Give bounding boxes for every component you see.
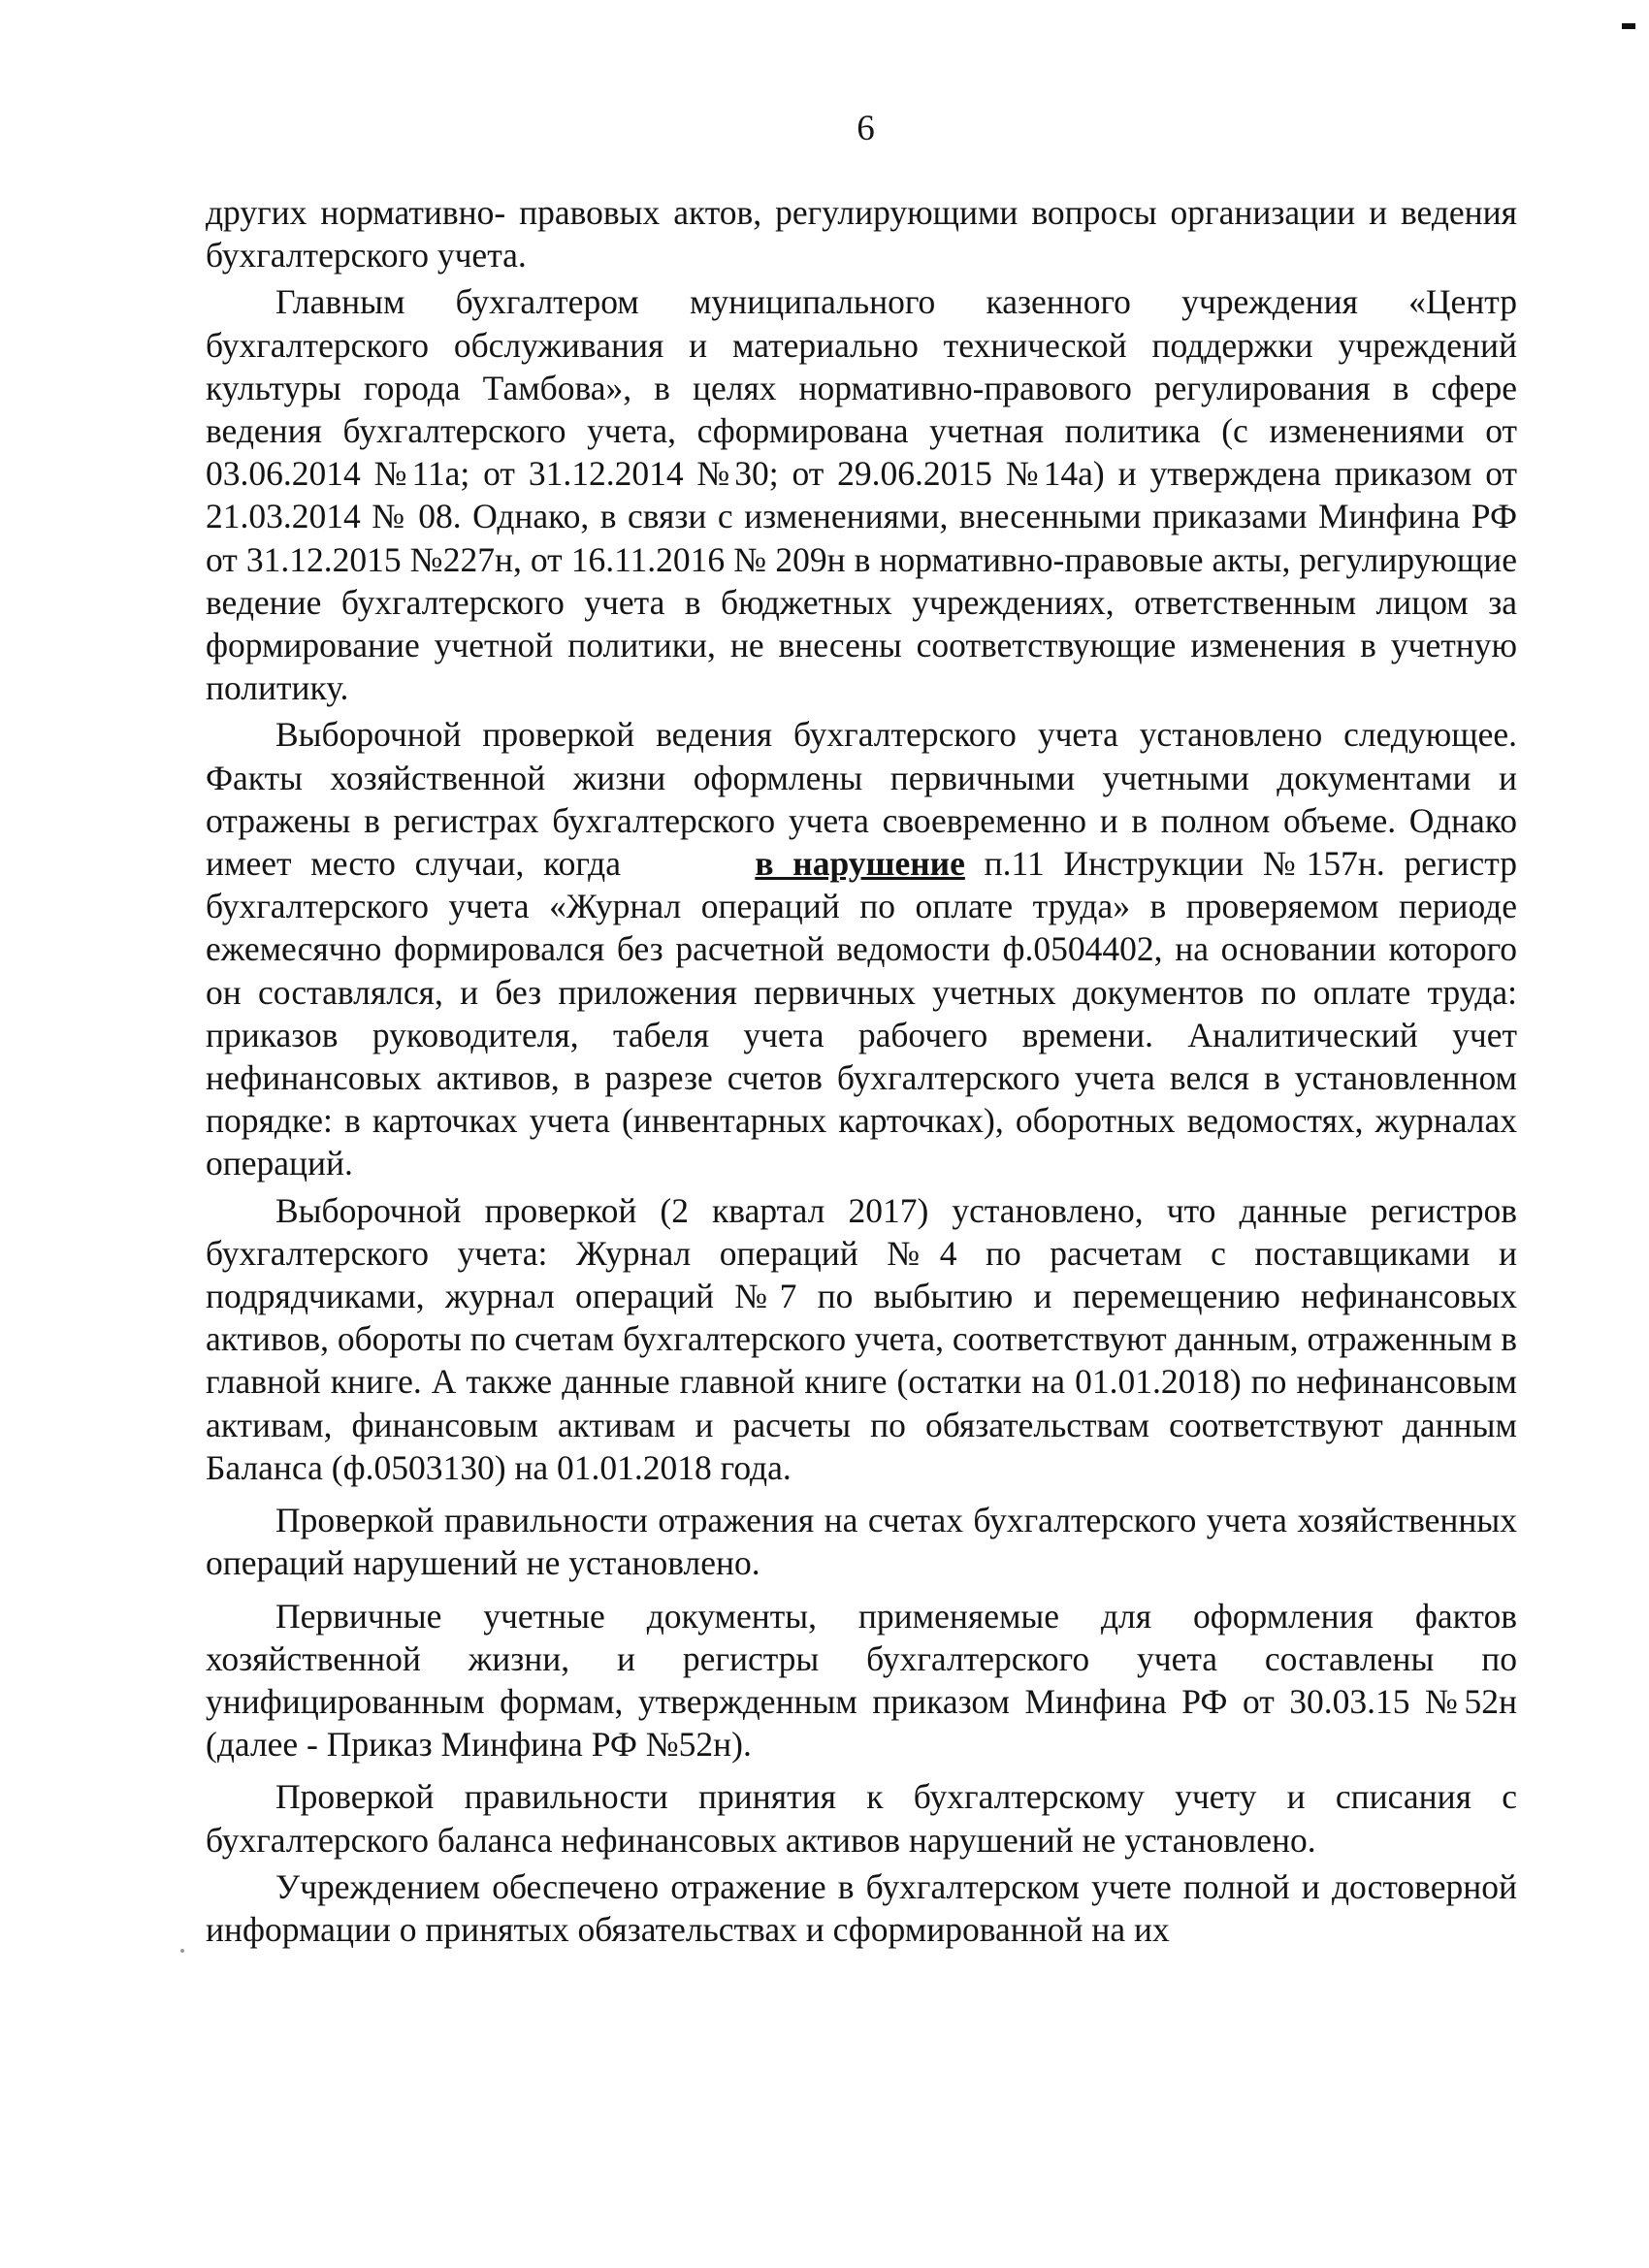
paragraph-continuation: других нормативно- правовых актов, регулирующими вопросы организации и ведения бухгалтерского учета. [206, 193, 1517, 275]
document-body [206, 191, 1517, 1951]
paragraph-sample-audit [206, 713, 1517, 1184]
emphasis-violation: в нарушение [755, 844, 965, 884]
paragraph-nonfinancial-assets: Проверкой правильности принятия к бухгалтерскому учету и списания с бухгалтерского баланса нефинансовых активов нарушений не установлено. [206, 1777, 1517, 1860]
paragraph-registers-check: Выборочной проверкой (2 квартал 2017) установлено, что данные регистров бухгалтерского учета: Журнал операций №4 по расчетам с поставщиками и подрядчиками, журнал операций №7 по выбытию и перемещению нефинансовых активов, обороты по счетам бухгалтерского учета, соответствуют данным, отраженным в главной книге. А также данные главной книге (остатки на 01.01.2018) по нефинансовым активам, финансовым активам и расчеты по обязательствам соответствуют данным Баланса (ф.0503130) на 01.01.2018 года. [206, 1190, 1517, 1487]
page-number: 6 [857, 109, 875, 148]
paragraph-text-after: п.11 Инструкции №157н. регистр бухгалтерского учета «Журнал операций по оплате труда» в проверяемом периоде ежемесячно формировался без расчетной ведомости ф.0504402, на основании которого он составлялся, и без приложения первичных учетных документов по оплате труда: приказов руководителя, табеля учета рабочего времени. Аналитический учет нефинансовых активов, в разрезе счетов бухгалтерского учета велся в установленном порядке: в карточках учета (инвентарных карточках), оборотных ведомостях, журналах операций. [206, 844, 1518, 1183]
paragraph-text-before: Выборочной проверкой ведения бухгалтерского учета установлено следующее. Факты хозяйственной жизни оформлены первичными учетными документами и отражены в регистрах бухгалтерского учета своевременно и в полном объеме. Однако имеет место случаи, когда [206, 715, 1517, 884]
scan-speck [180, 1949, 184, 1953]
paragraph-primary-documents: Первичные учетные документы, применяемые для оформления фактов хозяйственной жизни, и регистры бухгалтерского учета составлены по унифицированным формам, утвержденным приказом Минфина РФ от 30.03.15 №52н (далее - Приказ Минфина РФ №52н). [206, 1596, 1517, 1765]
paragraph-operations-check: Проверкой правильности отражения на счетах бухгалтерского учета хозяйственных операций нарушений не установлено. [206, 1501, 1517, 1583]
scan-mark [1622, 23, 1635, 29]
paragraph-accounting-policy: Главным бухгалтером муниципального казенного учреждения «Центр бухгалтерского обслуживания и материально технической поддержки учреждений культуры города Тамбова», в целях нормативно-правового регулирования в сфере ведения бухгалтерского учета, сформирована учетная политика (с изменениями от 03.06.2014 №11а; от 31.12.2014 №30; от 29.06.2015 №14а) и утверждена приказом от 21.03.2014 № 08. Однако, в связи с изменениями, внесенными приказами Минфина РФ от 31.12.2015 №227н, от 16.11.2016 № 209н в нормативно-правовые акты, регулирующие ведение бухгалтерского учета в бюджетных учреждениях, ответственным лицом за формирование учетной политики, не внесены соответствующие изменения в учетную политику. [206, 282, 1517, 708]
paragraph-obligations: Учреждением обеспечено отражение в бухгалтерском учете полной и достоверной информации о принятых обязательствах и сформированной на их [206, 1866, 1517, 1949]
